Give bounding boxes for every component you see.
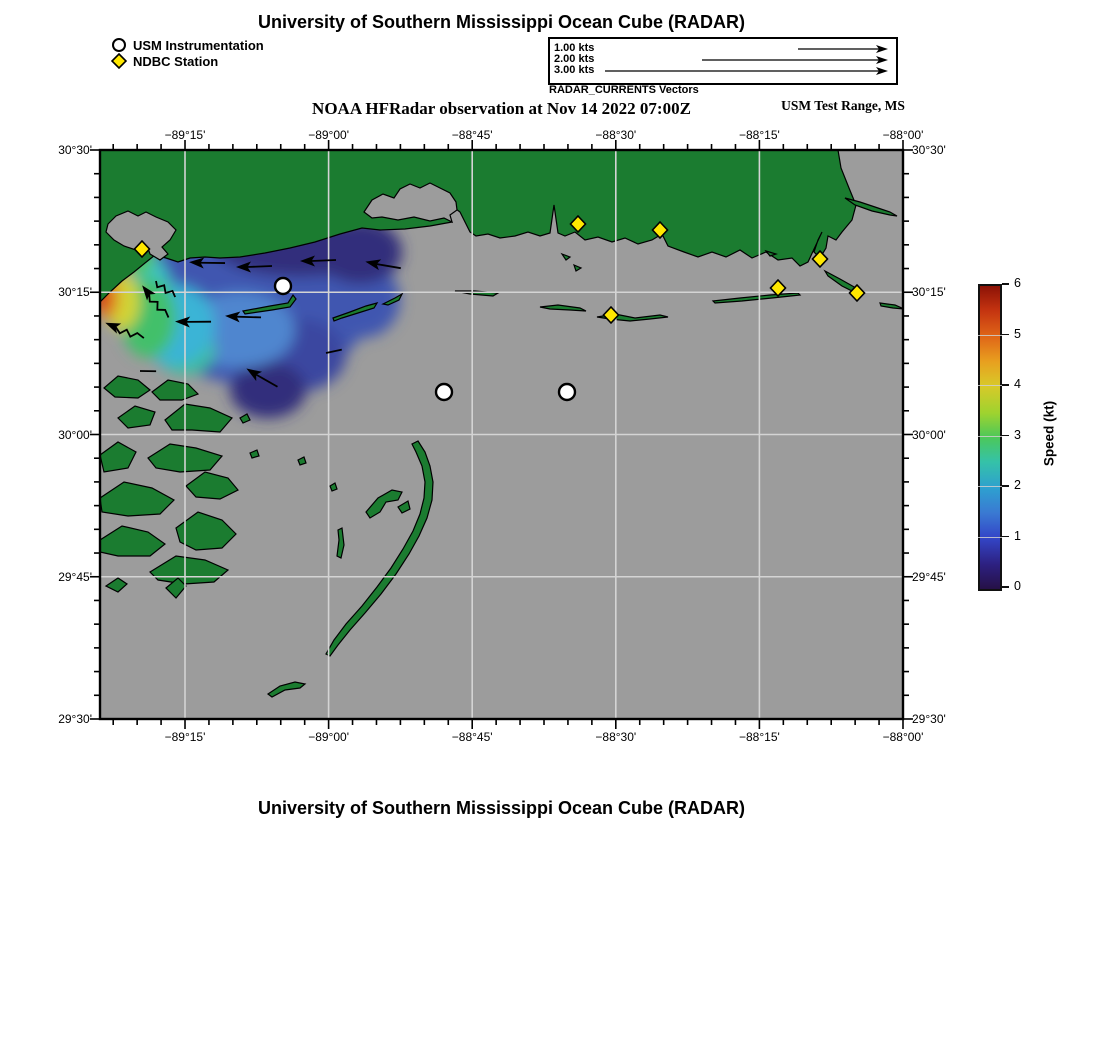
colorbar-tick-6: [1002, 283, 1009, 285]
colorbar-label-2: 2: [1014, 478, 1021, 492]
colorbar-gridline-4: [978, 385, 1002, 386]
lon-label-bottom-2: −88°45': [451, 730, 493, 744]
diamond-marker-icon: [111, 53, 127, 69]
lon-label-top-5: −88°00': [882, 128, 924, 142]
colorbar-tick-5: [1002, 334, 1009, 336]
vector-scale-arrows: [550, 39, 896, 83]
vector-scale-legend: [548, 37, 898, 85]
lat-label-left-2: 30°00': [58, 427, 92, 442]
legend-ndbc-station: [111, 53, 218, 69]
colorbar-tick-4: [1002, 384, 1009, 386]
speed-colorbar: [978, 284, 1002, 591]
lon-label-top-1: −89°00': [308, 128, 349, 142]
vector-scale-3kt: 3.00 kts: [554, 64, 595, 76]
colorbar-tick-3: [1002, 435, 1009, 437]
colorbar-gridline-3: [978, 436, 1002, 437]
colorbar-gridline-5: [978, 335, 1002, 336]
colorbar-gridline-1: [978, 537, 1002, 538]
colorbar-label-0: 0: [1014, 579, 1021, 593]
lat-label-left-3: 29°45': [58, 569, 92, 584]
legend-usm-instrumentation: [111, 37, 264, 53]
lon-label-bottom-5: −88°00': [882, 730, 924, 744]
lon-label-bottom-4: −88°15': [738, 730, 780, 744]
legend-label: NDBC Station: [133, 53, 219, 69]
lon-label-top-0: −89°15': [164, 128, 206, 142]
lon-label-top-4: −88°15': [738, 128, 780, 142]
colorbar-label-5: 5: [1014, 326, 1021, 341]
lat-label-right-2: 30°00': [912, 427, 946, 442]
lon-label-bottom-3: −88°30': [595, 730, 637, 744]
colorbar-tick-0: [1002, 586, 1009, 588]
observation-subtitle: NOAA HFRadar observation at Nov 14 2022 07:00Z: [312, 99, 691, 118]
colorbar-tick-1: [1002, 536, 1009, 538]
colorbar-label-1: 1: [1014, 528, 1021, 543]
legend-label: USM Instrumentation: [133, 37, 264, 53]
lon-label-top-3: −88°30': [595, 128, 637, 142]
lat-label-left-0: 30°30': [58, 143, 92, 157]
colorbar-title: Speed (kt): [1041, 400, 1057, 467]
vector-scale-2kt: 2.00 kts: [554, 53, 595, 65]
colorbar-label-3: 3: [1014, 427, 1021, 442]
usm-instrument-marker-0: [275, 278, 291, 294]
lat-label-right-4: 29°30': [912, 712, 946, 726]
colorbar-tick-2: [1002, 485, 1009, 487]
lon-label-bottom-1: −89°00': [308, 730, 349, 744]
vector-legend-caption: RADAR_CURRENTS Vectors: [549, 84, 699, 96]
colorbar-label-6: 6: [1014, 276, 1021, 290]
lat-label-left-4: 29°30': [58, 712, 92, 726]
lat-label-right-1: 30°15': [912, 285, 946, 300]
usm-instrument-marker-1: [436, 384, 452, 400]
page-title: University of Southern Mississippi Ocean Cube (RADAR): [257, 12, 746, 32]
colorbar-gridline-2: [978, 486, 1002, 487]
lon-label-bottom-0: −89°15': [164, 730, 206, 744]
region-label: USM Test Range, MS: [781, 98, 905, 113]
circle-marker-icon: [111, 37, 127, 53]
vector-scale-1kt: 1.00 kts: [554, 42, 595, 54]
speed-blob-6: [230, 362, 306, 418]
usm-instrument-marker-2: [559, 384, 575, 400]
lon-label-top-2: −88°45': [451, 128, 493, 142]
colorbar-label-4: 4: [1014, 377, 1021, 391]
footer-title: University of Southern Mississippi Ocean Cube (RADAR): [257, 798, 746, 818]
lat-label-right-0: 30°30': [912, 143, 946, 157]
lat-label-right-3: 29°45': [912, 569, 946, 584]
lat-label-left-1: 30°15': [58, 285, 92, 300]
